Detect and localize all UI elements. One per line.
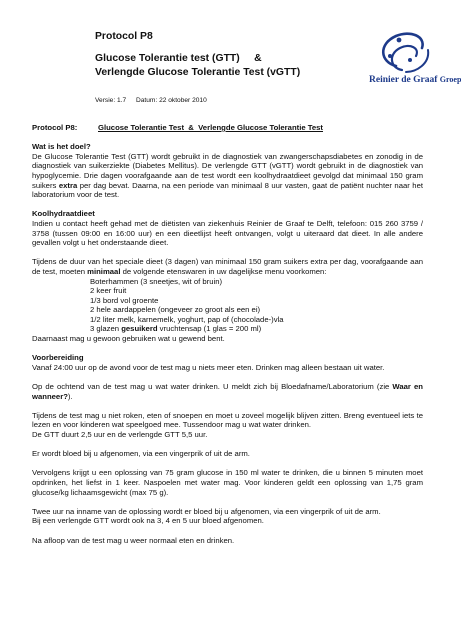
document-meta <box>95 97 215 104</box>
version-label: Versie: 1.7 <box>95 97 127 104</box>
paragraph-voorbereiding-duration: De GTT duurt 2,5 uur en de verlengde GTT 5,5 uur. <box>32 430 208 439</box>
date-label: Datum: 22 oktober 2010 <box>136 97 207 104</box>
diet-list <box>32 277 423 335</box>
protocol-heading-line <box>32 123 423 133</box>
section-heading-voorbereiding: Voorbereiding <box>32 353 84 363</box>
document-title-line-2: Verlengde Glucose Tolerantie Test (vGTT) <box>95 67 301 78</box>
paragraph-voorbereiding-2: Op de ochtend van de test mag u wat water drinken. U meldt zich bij Bloedafname/Laboratorium (zie Waar en wanneer?). <box>32 382 423 401</box>
logo-suffix: Groep <box>439 75 461 84</box>
logo-name: Reinier de Graaf <box>369 75 438 85</box>
protocol-label: Protocol P8: <box>32 123 78 132</box>
paragraph-voorbereiding-7: Na afloop van de test mag u weer normaal eten en drinken. <box>32 535 235 545</box>
paragraph-voorbereiding-extended: Bij een verlengde GTT wordt ook na 3, 4 en 5 uur bloed afgenomen. <box>32 516 264 526</box>
list-item: 1/2 liter melk, karnemelk, yoghurt, pap of (chocolade-)vla <box>90 314 284 324</box>
list-item: 2 hele aardappelen (ongeveer zo groot als een ei) <box>90 305 261 315</box>
paragraph-voorbereiding-1: Vanaf 24:00 uur op de avond voor de test mag u niets meer eten. Drinken mag alleen bestaan uit water. <box>32 362 385 372</box>
paragraph-voorbereiding-6: Twee uur na inname van de oplossing wordt er bloed bij u afgenomen, via een vingerprik of uit de arm. <box>32 506 381 516</box>
paragraph-voorbereiding-3: Tijdens de test mag u niet roken, eten of snoepen en moet u zoveel mogelijk blijven zitten. Breng eventueel iets te lezen en voor kinderen wat speelgoed mee. Tussendoor mag u wat water drinken. <box>32 410 423 430</box>
document-body <box>32 123 423 545</box>
section-heading-dieet: Koolhydraatdieet <box>32 209 95 219</box>
list-item: 2 keer fruit <box>90 286 127 296</box>
protocol-number: Protocol P8 <box>95 31 153 42</box>
protocol-heading-text: Glucose Tolerantie Test & Verlengde Glucose Tolerantie Test <box>98 123 323 132</box>
logo-wordmark <box>369 75 461 85</box>
paragraph-dieet-after: Daarnaast mag u gewoon gebruiken wat u gewend bent. <box>32 334 225 344</box>
list-item: 1/3 bord vol groente <box>90 295 159 305</box>
paragraph-doel: De Glucose Tolerantie Test (GTT) wordt gebruikt in de diagnostiek van zwangerschapsdiabetes en zonodig in de diagnostiek van suikerziekte (Diabetes Mellitus). De verlengde GTT (vGTT) wordt gebruikt in de diagnostiek van hypoglycemie. Drie dagen voorafgaande aan de test wordt een koolhydraatdieet gevolgd dat minimaal 150 gram suikers extra per dag bevat. Daarna, na een periode van minimaal 8 uur vasten, gaat de patiënt nuchter naar het laboratorium voor de test. <box>32 151 423 200</box>
section-heading-doel: Wat is het doel? <box>32 142 91 152</box>
list-item: 3 glazen gesuikerd vruchtensap (1 glas = 200 ml) <box>90 324 262 334</box>
paragraph-voorbereiding-5: Vervolgens krijgt u een oplossing van 75 gram glucose in 150 ml water te drinken, die u binnen 5 minuten moet opdrinken, het liefst in 1 keer. Naspoelen met water mag. Voor kinderen geldt een oplossing van 1,75 gram glucose/kg lichaamsgewicht (max 75 g). <box>32 468 423 497</box>
paragraph-voorbereiding-4: Er wordt bloed bij u afgenomen, via een vingerprik of uit de arm. <box>32 449 250 459</box>
list-item: Boterhammen (3 sneetjes, wit of bruin) <box>90 276 223 286</box>
paragraph-dieet-menu: Tijdens de duur van het speciale dieet (3 dagen) van minimaal 150 gram suikers extra per dag, voorafgaande aan de test, moeten minimaal de volgende etenswaren in uw dagelijkse menu voorkomen: <box>32 257 423 276</box>
document-title-line-1: Glucose Tolerantie test (GTT) & <box>95 53 262 64</box>
paragraph-dieet-contact: Indien u contact heeft gehad met de diëtisten van ziekenhuis Reinier de Graaf te Delft, telefoon: 015 260 3759 / 3758 (tussen 09:00 en 16:00 uur) en een dieetlijst heeft ontvangen, volgt u uiteraard dat dieet. In alle andere gevallen volgt u het onderstaande dieet. <box>32 218 423 248</box>
